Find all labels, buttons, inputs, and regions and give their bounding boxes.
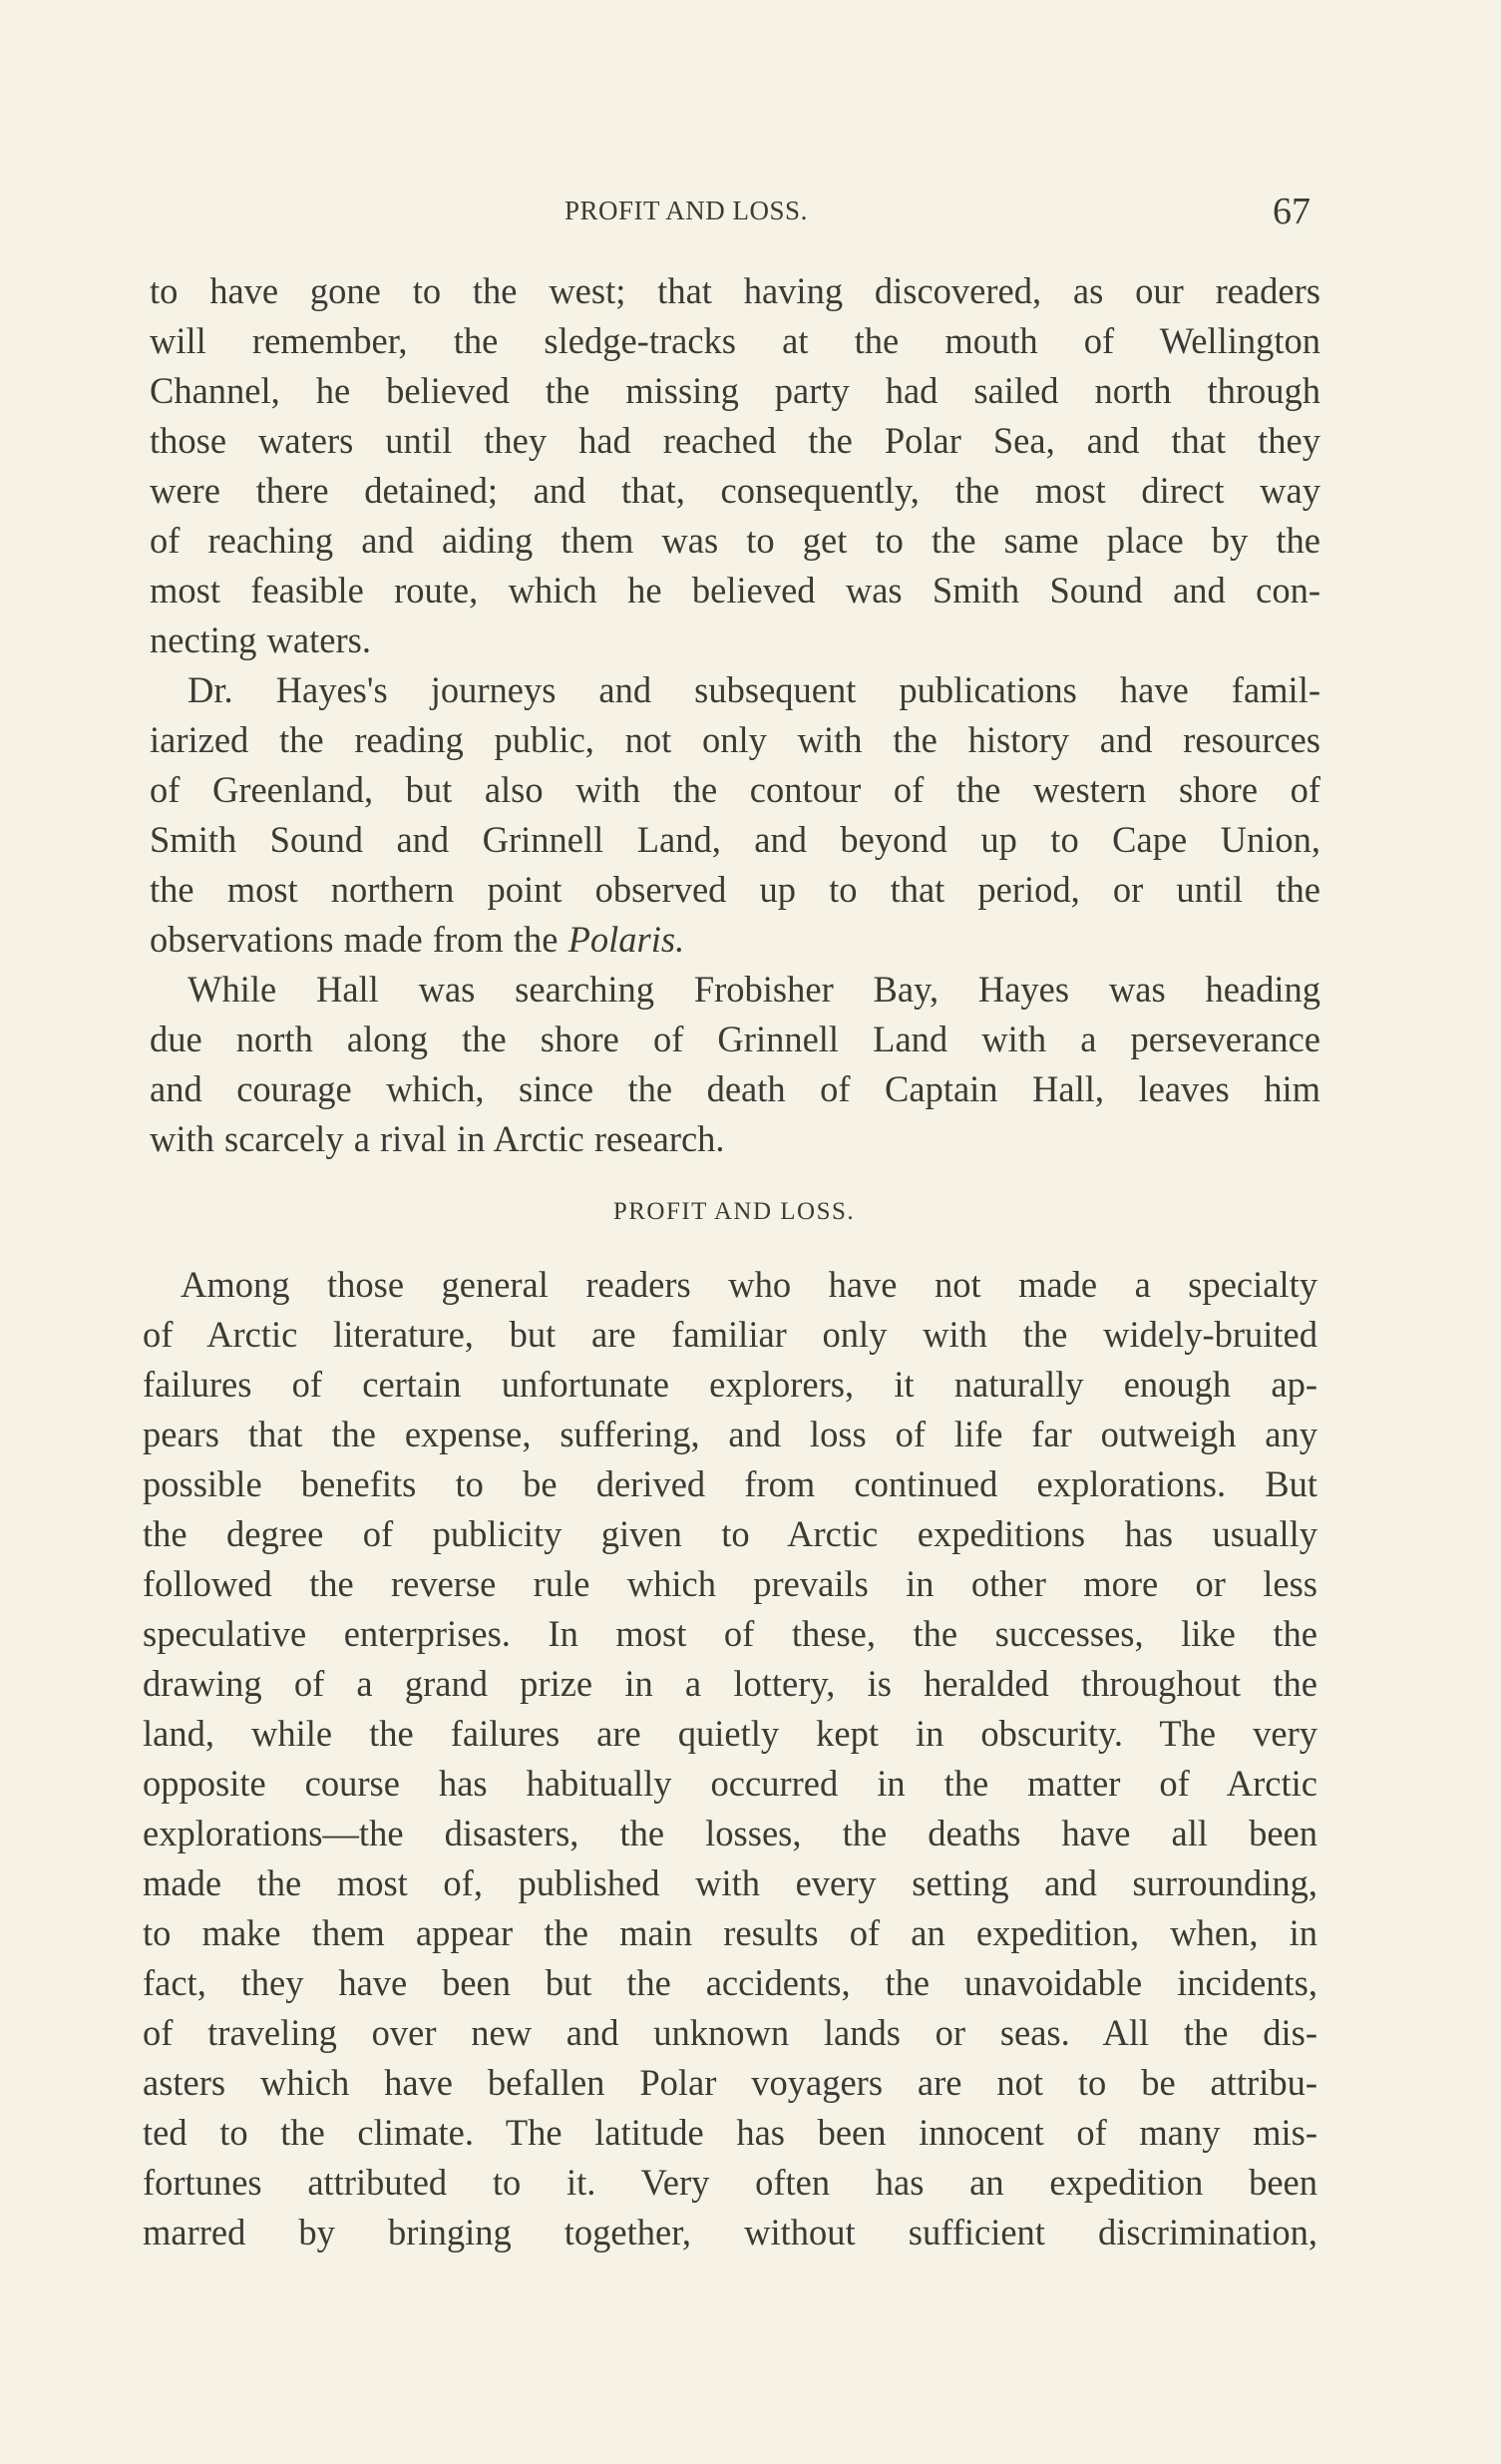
text-line-content: those waters until they had reached the Polar Sea, and that they <box>150 420 1320 461</box>
text-line-content: the degree of publicity given to Arctic expeditions has usually <box>143 1513 1317 1554</box>
text-line-content: asters which have befallen Polar voyagers are not to be attribu- <box>143 2062 1317 2103</box>
text-line-content: land, while the failures are quietly kept in obscurity. The very <box>143 1713 1317 1754</box>
text-line-content: will remember, the sledge-tracks at the mouth of Wellington <box>150 320 1320 361</box>
text-line <box>150 566 1320 616</box>
text-line-content: to make them appear the main results of an expedition, when, in <box>143 1912 1317 1953</box>
text-block-2 <box>143 1260 1317 2258</box>
text-line <box>150 965 1320 1015</box>
text-line-content: marred by bringing together, without sufficient discrimination, <box>143 2212 1317 2253</box>
text-line-content: followed the reverse rule which prevails in other more or less <box>143 1563 1317 1604</box>
text-line <box>143 1459 1317 1509</box>
text-line-content: necting waters. <box>150 619 371 660</box>
text-line-content: made the most of, published with every setting and surrounding, <box>143 1862 1317 1903</box>
text-line-content: explorations—the disasters, the losses, the deaths have all been <box>143 1813 1317 1853</box>
running-head <box>0 192 1501 235</box>
text-line-content: Smith Sound and Grinnell Land, and beyond up to Cape Union, <box>150 819 1320 860</box>
page-number: 67 <box>1273 191 1311 232</box>
text-line-content: of traveling over new and unknown lands or seas. All the dis- <box>143 2012 1317 2053</box>
section-heading: PROFIT AND LOSS. <box>612 1198 856 1225</box>
text-line <box>150 815 1320 865</box>
text-line-content: observations made from the <box>150 919 568 960</box>
text-line <box>150 1015 1320 1064</box>
text-line-content: Dr. Hayes's journeys and subsequent publications have famil- <box>188 669 1320 710</box>
text-line <box>143 1260 1317 1310</box>
text-line <box>150 616 1320 665</box>
text-line <box>143 1809 1317 1858</box>
text-line <box>143 1509 1317 1559</box>
text-line <box>150 466 1320 516</box>
text-line <box>150 765 1320 815</box>
text-line <box>143 1609 1317 1659</box>
text-line <box>143 1759 1317 1809</box>
text-line <box>143 1908 1317 1958</box>
text-line-content: were there detained; and that, consequently, the most direct way <box>150 470 1320 511</box>
text-line <box>150 865 1320 915</box>
text-line <box>150 316 1320 366</box>
text-line-content: speculative enterprises. In most of these, the successes, like the <box>143 1613 1317 1654</box>
text-line-content: with scarcely a rival in Arctic research. <box>150 1118 725 1159</box>
italic-ship-name: Polaris. <box>567 919 685 960</box>
text-line <box>143 2108 1317 2158</box>
text-block-1 <box>150 266 1320 1164</box>
text-line-content: iarized the reading public, not only with the history and resources <box>150 719 1320 760</box>
text-line <box>143 2008 1317 2058</box>
text-line-content: drawing of a grand prize in a lottery, is heralded throughout the <box>143 1663 1317 1704</box>
text-line <box>150 366 1320 416</box>
text-line-content: and courage which, since the death of Captain Hall, leaves him <box>150 1068 1320 1109</box>
text-line <box>143 1310 1317 1360</box>
text-line <box>143 1360 1317 1410</box>
text-line <box>150 266 1320 316</box>
text-line-content: While Hall was searching Frobisher Bay, Hayes was heading <box>188 969 1320 1010</box>
text-line <box>143 1659 1317 1709</box>
text-line <box>143 1559 1317 1609</box>
text-line <box>150 1064 1320 1114</box>
text-line <box>143 1410 1317 1459</box>
text-line-content: the most northern point observed up to that period, or until the <box>150 869 1320 910</box>
text-line-content: fact, they have been but the accidents, the unavoidable incidents, <box>143 1962 1317 2003</box>
text-line-content: to have gone to the west; that having discovered, as our readers <box>150 270 1320 311</box>
text-line <box>150 915 1320 965</box>
text-line <box>150 416 1320 466</box>
text-line-content: Among those general readers who have not made a specialty <box>181 1264 1317 1305</box>
text-line <box>143 2158 1317 2208</box>
text-line <box>143 2058 1317 2108</box>
text-line-content: ted to the climate. The latitude has been innocent of many mis- <box>143 2112 1317 2153</box>
text-line <box>143 1709 1317 1759</box>
text-line-content: opposite course has habitually occurred in the matter of Arctic <box>143 1763 1317 1804</box>
text-line-content: possible benefits to be derived from continued explorations. But <box>143 1463 1317 1504</box>
text-line <box>150 1114 1320 1164</box>
text-line <box>143 1958 1317 2008</box>
text-line-content: Channel, he believed the missing party had sailed north through <box>150 370 1320 411</box>
text-line <box>150 516 1320 566</box>
running-head-title: PROFIT AND LOSS. <box>564 196 808 225</box>
text-line <box>150 715 1320 765</box>
text-line <box>143 2208 1317 2258</box>
text-line-content: fortunes attributed to it. Very often has an expedition been <box>143 2162 1317 2203</box>
text-line <box>150 665 1320 715</box>
text-line-content: of Arctic literature, but are familiar only with the widely-bruited <box>143 1314 1317 1355</box>
text-line-content: of Greenland, but also with the contour of the western shore of <box>150 769 1320 810</box>
text-line-content: of reaching and aiding them was to get to the same place by the <box>150 520 1320 561</box>
text-line-content: failures of certain unfortunate explorers, it naturally enough ap- <box>143 1364 1317 1405</box>
text-line-content: pears that the expense, suffering, and loss of life far outweigh any <box>143 1414 1317 1454</box>
text-line-content: due north along the shore of Grinnell Land with a perseverance <box>150 1019 1320 1059</box>
text-line-content: most feasible route, which he believed was Smith Sound and con- <box>150 570 1320 611</box>
text-line <box>143 1858 1317 1908</box>
